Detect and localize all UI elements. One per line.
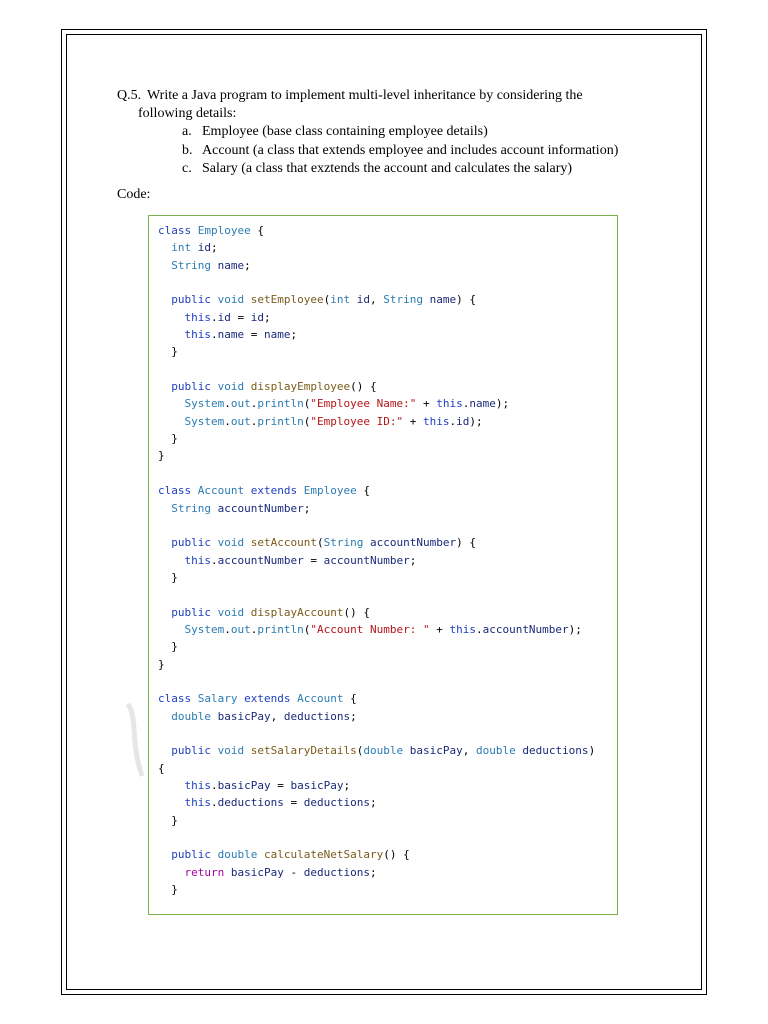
code-line: { bbox=[158, 761, 165, 775]
list-item-letter: b. bbox=[182, 142, 193, 158]
code-line: return basicPay - deductions; bbox=[184, 865, 377, 879]
code-line: public void setSalaryDetails(double basicPay, double deductions) bbox=[171, 744, 596, 758]
code-line: } bbox=[158, 640, 178, 654]
list-item bbox=[182, 142, 618, 161]
list-item-text: Salary (a class that exztends the account and calculates the salary) bbox=[202, 161, 573, 176]
code-line: public void setAccount(String accountNumber) { bbox=[171, 536, 476, 550]
code-line: String accountNumber; bbox=[171, 501, 311, 515]
code-line: this.name = name; bbox=[184, 328, 298, 342]
list-item bbox=[182, 160, 618, 179]
code-line: } bbox=[158, 813, 178, 827]
code-line: this.accountNumber = accountNumber; bbox=[184, 553, 417, 567]
code-line: class Account extends Employee { bbox=[158, 484, 370, 498]
question-text-line-1: Write a Java program to implement multi-level inheritance by considering the bbox=[147, 88, 583, 103]
code-line: } bbox=[158, 345, 178, 359]
code-line: int id; bbox=[171, 241, 218, 255]
code-line: this.basicPay = basicPay; bbox=[184, 779, 351, 792]
code-line: this.id = id; bbox=[184, 310, 271, 324]
list-item-text: Employee (base class containing employee details) bbox=[202, 124, 488, 139]
list-item-letter: c. bbox=[182, 161, 192, 176]
list-item bbox=[182, 123, 618, 142]
code-line: System.out.println("Employee ID:" + this.id); bbox=[184, 414, 483, 428]
code-line: class Employee { bbox=[158, 224, 264, 237]
code-line: String name; bbox=[171, 258, 251, 272]
question-number: Q.5. bbox=[117, 88, 142, 103]
code-line: } bbox=[158, 432, 178, 446]
code-line: } bbox=[158, 883, 178, 897]
code-label: Code: bbox=[117, 187, 151, 202]
code-line: double basicPay, deductions; bbox=[171, 709, 357, 723]
list-item-text: Account (a class that extends employee and includes account information) bbox=[202, 142, 619, 158]
code-line: public void displayEmployee() { bbox=[171, 380, 377, 394]
question-text-line-2: following details: bbox=[138, 106, 237, 121]
question-line-1 bbox=[117, 87, 657, 105]
code-line: } bbox=[158, 657, 165, 671]
code-line: System.out.println("Account Number: " + this.accountNumber); bbox=[184, 622, 582, 636]
code-line: System.out.println("Employee Name:" + this.name); bbox=[184, 397, 510, 411]
code-line: public double calculateNetSalary() { bbox=[171, 848, 410, 862]
code-line: this.deductions = deductions; bbox=[184, 796, 377, 810]
list-item-letter: a. bbox=[182, 124, 192, 139]
code-line: } bbox=[158, 449, 165, 463]
code-line: } bbox=[158, 570, 178, 584]
question-block bbox=[117, 87, 657, 123]
details-list bbox=[182, 123, 618, 179]
code-line: public void setEmployee(int id, String name) { bbox=[171, 293, 476, 307]
code-line: public void displayAccount() { bbox=[171, 605, 370, 619]
code-line: class Salary extends Account { bbox=[158, 692, 357, 706]
code-box bbox=[148, 215, 618, 915]
watermark-mark bbox=[120, 700, 150, 780]
code-block bbox=[158, 222, 595, 898]
